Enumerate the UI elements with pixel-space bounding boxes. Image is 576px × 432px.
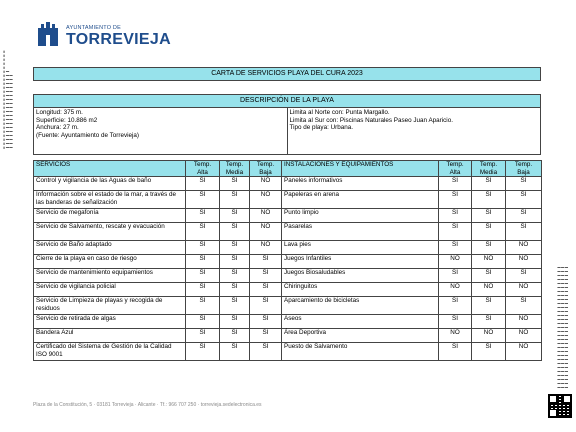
table-row — [34, 191, 542, 209]
installation-name: Juegos Infantiles — [282, 255, 439, 269]
service-temp-baja-value: NO — [250, 209, 282, 223]
service-temp-baja-value: SI — [250, 255, 282, 269]
installation-temp-media-value: SI — [472, 269, 506, 283]
service-name: Servicio de Salvamento, rescate y evacuación — [34, 223, 186, 241]
service-temp-media-value: SI — [220, 329, 250, 343]
service-name: Servicio de retirada de algas — [34, 315, 186, 329]
installation-temp-alta-value: SI — [439, 177, 472, 191]
description-left — [34, 108, 288, 155]
table-row — [34, 297, 542, 315]
area-text: Superficie: 10.886 m2 — [36, 116, 98, 124]
installation-temp-media-value: SI — [472, 297, 506, 315]
installation-name: Aseos — [282, 315, 439, 329]
services-header: SERVICIOS — [34, 161, 186, 177]
installation-name: Pasarelas — [282, 223, 439, 241]
installation-temp-alta-value: SI — [439, 241, 472, 255]
temp-baja-header: Temp. Baja — [250, 161, 282, 177]
service-temp-baja-value: NO — [250, 191, 282, 209]
installation-temp-media-value: SI — [472, 241, 506, 255]
service-name: Control y vigilancia de las Aguas de baño — [34, 177, 186, 191]
services-table — [33, 160, 542, 361]
installation-temp-media-value: SI — [472, 223, 506, 241]
temp-media-header: Temp. Media — [472, 161, 506, 177]
installation-temp-baja-value: SI — [506, 223, 542, 241]
temp-alta-header: Temp. Alta — [439, 161, 472, 177]
service-temp-alta-value: SI — [186, 283, 220, 297]
service-temp-baja-value: NO — [250, 223, 282, 241]
installation-temp-baja-value: NO — [506, 255, 542, 269]
beach-type-text: Tipo de playa: Urbana. — [289, 124, 353, 132]
footer-address: Plaza de la Constitución, 5 · 03181 Torrevieja · Alicante · Tf.: 966 707 250 · torrevieja.sedelectronica.es — [33, 402, 262, 408]
width-text: Anchura: 27 m. — [36, 124, 79, 132]
service-temp-alta-value: SI — [186, 191, 220, 209]
installation-temp-baja-value: SI — [506, 209, 542, 223]
south-limit-text: Limita al Sur con: Piscinas Naturales Paseo Juan Aparicio. — [289, 116, 453, 124]
service-temp-media-value: SI — [220, 269, 250, 283]
installation-temp-baja-value: SI — [506, 269, 542, 283]
installation-temp-alta-value: SI — [439, 297, 472, 315]
installation-temp-alta-value: NO — [439, 255, 472, 269]
description-heading: DESCRIPCIÓN DE LA PLAYA — [34, 95, 541, 108]
service-temp-media-value: SI — [220, 315, 250, 329]
table-row — [34, 223, 542, 241]
installation-temp-alta-value: SI — [439, 315, 472, 329]
service-temp-baja-value: SI — [250, 329, 282, 343]
installation-temp-media-value: NO — [472, 329, 506, 343]
service-temp-media-value: SI — [220, 343, 250, 361]
service-temp-media-value: SI — [220, 177, 250, 191]
installation-temp-alta-value: SI — [439, 269, 472, 283]
installation-temp-baja-value: SI — [506, 177, 542, 191]
service-name: Servicio de vigilancia policial — [34, 283, 186, 297]
service-temp-media-value: SI — [220, 223, 250, 241]
installation-temp-baja-value: SI — [506, 297, 542, 315]
service-temp-alta-value: SI — [186, 255, 220, 269]
installation-name: Aparcamiento de bicicletas — [282, 297, 439, 315]
installation-temp-baja-value: NO — [506, 343, 542, 361]
service-temp-alta-value: SI — [186, 241, 220, 255]
table-row — [34, 209, 542, 223]
service-name: Bandera Azul — [34, 329, 186, 343]
service-temp-alta-value: SI — [186, 343, 220, 361]
service-temp-baja-value: SI — [250, 343, 282, 361]
installation-name: Chiringuitos — [282, 283, 439, 297]
table-row — [34, 255, 542, 269]
installation-temp-alta-value: SI — [439, 209, 472, 223]
service-temp-media-value: SI — [220, 241, 250, 255]
installation-temp-media-value: NO — [472, 255, 506, 269]
installation-temp-baja-value: NO — [506, 329, 542, 343]
installation-temp-media-value: SI — [472, 315, 506, 329]
length-text: Longitud: 375 m. — [36, 109, 83, 117]
installation-temp-media-value: SI — [472, 343, 506, 361]
table-row — [34, 343, 542, 361]
temp-alta-header: Temp. Alta — [186, 161, 220, 177]
service-temp-media-value: SI — [220, 255, 250, 269]
service-temp-media-value: SI — [220, 209, 250, 223]
temp-baja-header: Temp. Baja — [506, 161, 542, 177]
service-name: Servicio de Limpieza de playas y recogida de residuos — [34, 297, 186, 315]
installation-temp-media-value: NO — [472, 283, 506, 297]
tower-logo-icon — [36, 20, 60, 48]
title-table — [33, 67, 541, 81]
service-temp-media-value: SI — [220, 283, 250, 297]
service-temp-alta-value: SI — [186, 315, 220, 329]
logo-subtitle: AYUNTAMIENTO DE — [66, 25, 121, 31]
service-temp-baja-value: SI — [250, 315, 282, 329]
installation-name: Puesto de Salvamento — [282, 343, 439, 361]
installation-temp-media-value: SI — [472, 177, 506, 191]
table-row — [34, 283, 542, 297]
service-name: Servicio de Baño adaptado — [34, 241, 186, 255]
installation-temp-media-value: SI — [472, 191, 506, 209]
installation-temp-baja-value: NO — [506, 241, 542, 255]
service-temp-baja-value: SI — [250, 297, 282, 315]
description-right — [287, 108, 541, 155]
torrevieja-logo — [36, 18, 171, 52]
service-temp-media-value: SI — [220, 297, 250, 315]
installation-temp-alta-value: SI — [439, 223, 472, 241]
service-temp-alta-value: SI — [186, 269, 220, 283]
service-name: Cierre de la playa en caso de riesgo — [34, 255, 186, 269]
service-temp-baja-value: NO — [250, 241, 282, 255]
installation-name: Paneles informativos — [282, 177, 439, 191]
source-text: (Fuente: Ayuntamiento de Torrevieja) — [36, 132, 140, 140]
north-limit-text: Limita al Norte con: Punta Margallo. — [289, 109, 390, 117]
service-temp-alta-value: SI — [186, 297, 220, 315]
installation-name: Juegos Biosaludables — [282, 269, 439, 283]
installation-temp-baja-value: NO — [506, 283, 542, 297]
installation-temp-baja-value: NO — [506, 315, 542, 329]
table-row — [34, 241, 542, 255]
service-name: Servicio de megafonía — [34, 209, 186, 223]
service-temp-media-value: SI — [220, 191, 250, 209]
right-margin-stamp: ▬▬▬▬▬▬▬▬▬▬▬▬▬▬▬▬▬▬▬▬▬▬▬▬▬▬▬▬▬▬▬ ▬▬▬▬▬▬▬▬▬▬▬▬▬▬▬▬▬▬▬▬▬▬▬▬▬▬▬▬▬▬▬ ▬▬▬▬▬▬▬▬▬▬▬▬▬▬▬▬▬▬▬▬▬▬▬▬▬▬▬▬▬▬▬ — [557, 266, 569, 390]
qr-code — [548, 394, 572, 418]
document-title: CARTA DE SERVICIOS PLAYA DEL CURA 2023 — [34, 68, 541, 81]
service-name: Información sobre el estado de la mar, a través de las banderas de señalización — [34, 191, 186, 209]
table-row — [34, 315, 542, 329]
service-temp-baja-value: SI — [250, 269, 282, 283]
service-temp-alta-value: SI — [186, 209, 220, 223]
installation-temp-alta-value: SI — [439, 343, 472, 361]
service-temp-baja-value: SI — [250, 283, 282, 297]
service-name: Certificado del Sistema de Gestión de la Calidad ISO 9001 — [34, 343, 186, 361]
service-temp-alta-value: SI — [186, 223, 220, 241]
service-temp-alta-value: SI — [186, 329, 220, 343]
temp-media-header: Temp. Media — [220, 161, 250, 177]
installation-temp-alta-value: SI — [439, 191, 472, 209]
installation-name: Área Deportiva — [282, 329, 439, 343]
table-row — [34, 177, 542, 191]
table-row — [34, 329, 542, 343]
description-table — [33, 94, 541, 155]
logo-title: TORREVIEJA — [66, 31, 171, 48]
installation-name: Papeleras en arena — [282, 191, 439, 209]
service-name: Servicio de mantenimiento equipamientos — [34, 269, 186, 283]
installation-temp-alta-value: NO — [439, 283, 472, 297]
installation-temp-baja-value: SI — [506, 191, 542, 209]
installation-name: Punto limpio — [282, 209, 439, 223]
installations-header: INSTALACIONES Y EQUIPAMIENTOS — [282, 161, 439, 177]
installation-temp-alta-value: NO — [439, 329, 472, 343]
table-row — [34, 269, 542, 283]
installation-temp-media-value: SI — [472, 209, 506, 223]
left-margin-stamp: ▮▮▮▮▮▮▮▮▮▮▮▮▮▮▮▮▮▮▮▮▮▮▮▮▮ ▬▬▬▬▬▬▬▬▬▬▬▬▬▬▬▬▬▬▬▬ ▬▬▬▬▬▬▬▬▬▬▬▬▬▬▬▬▬▬▬ — [2, 50, 14, 150]
installation-name: Lava pies — [282, 241, 439, 255]
service-temp-baja-value: NO — [250, 177, 282, 191]
service-temp-alta-value: SI — [186, 177, 220, 191]
